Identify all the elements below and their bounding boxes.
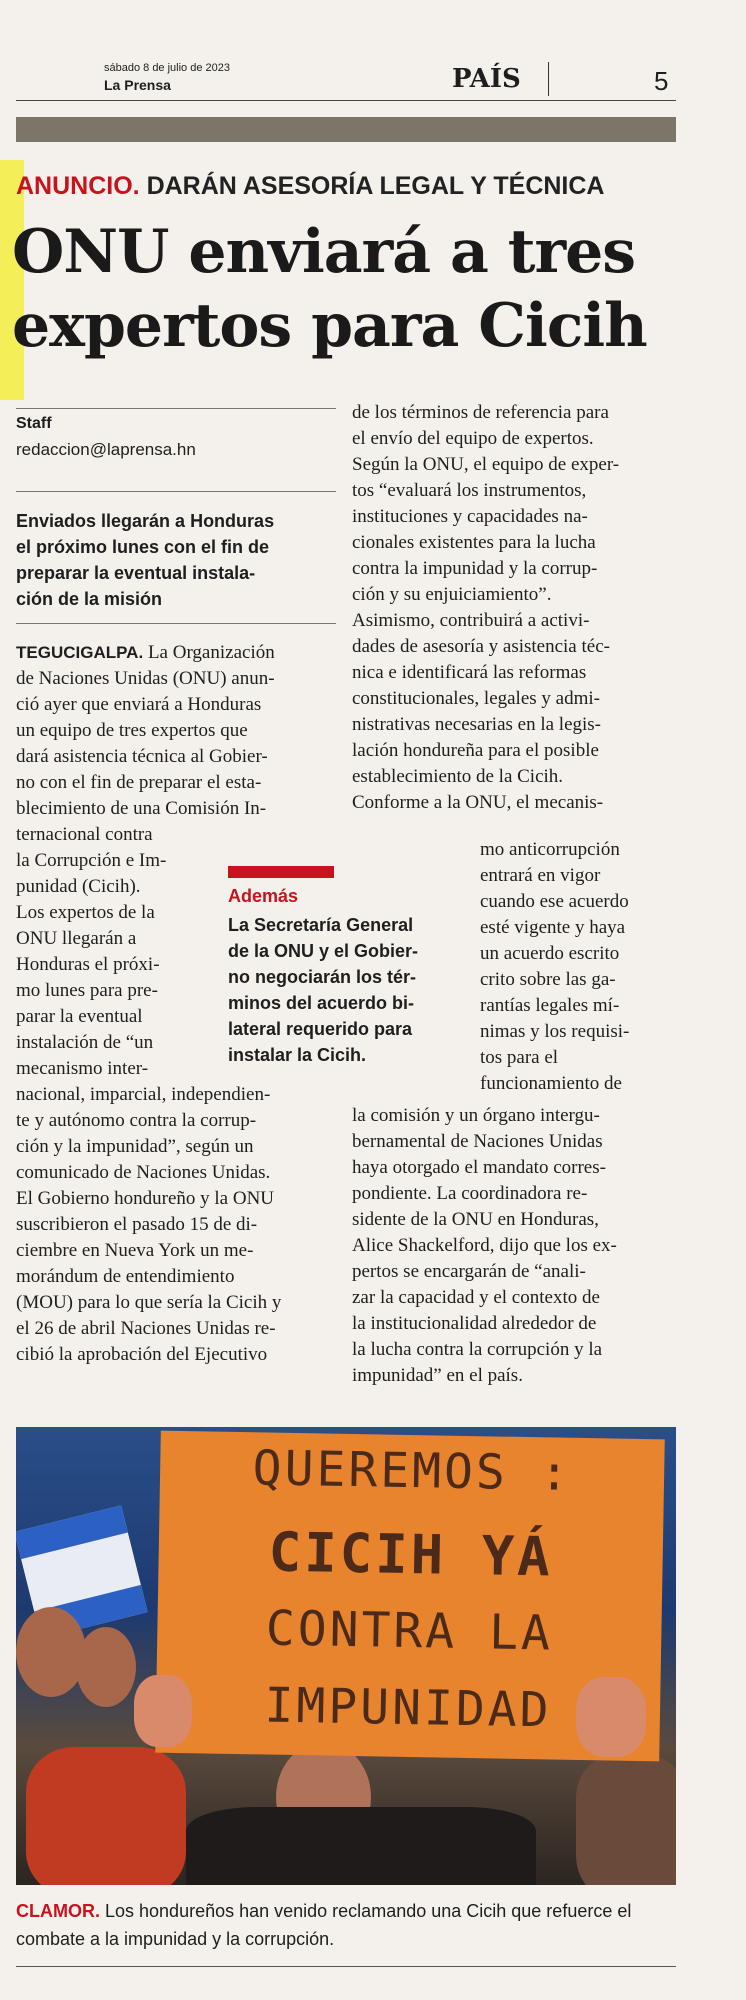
kicker-text: DARÁN ASESORÍA LEGAL Y TÉCNICA [146,172,605,200]
sidebar-label: Además [228,886,299,906]
body-line: TEGUCIGALPA. La Organización [16,642,275,663]
body-line: Según la ONU, el equipo de exper- [352,454,620,475]
body-line: suscribieron el pasado 15 de di- [16,1214,258,1235]
body-line: un acuerdo escrito [480,943,620,964]
lede-line: Enviados llegarán a Honduras [16,511,275,531]
body-line: un equipo de tres expertos que [16,720,248,741]
body-line: no con el fin de preparar el esta- [16,772,262,793]
body-column-2-wide [352,1103,674,1389]
body-line: el 26 de abril Naciones Unidas re- [16,1318,276,1339]
body-line: contra la impunidad y la corrup- [352,558,598,579]
masthead-divider [548,62,549,96]
body-line: mo anticorrupción [480,839,620,860]
body-line: ternacional contra [16,824,153,845]
body-line: el envío del equipo de expertos. [352,428,594,449]
body-line: instituciones y capacidades na- [352,506,588,527]
sidebar-text [228,912,454,1068]
sidebar-line: lateral requerido para [228,1019,413,1039]
body-line: Los expertos de la [16,902,155,923]
body-line: ONU llegarán a [16,928,137,949]
body-line: nistrativas necesarias en la legis- [352,714,602,735]
protester-shirt [26,1747,186,1885]
body-line: instalación de “un [16,1032,154,1053]
body-line: esté vigente y haya [480,917,626,938]
body-line: Asimismo, contribuirá a activi- [352,610,590,631]
sidebar-line: instalar la Cicih. [228,1045,367,1065]
body-line: sidente de la ONU en Honduras, [352,1209,599,1230]
caption-text: Los hondureños han venido reclamando una Cicih que refuerce el combate a la impunidad y la corrupción. [16,1901,632,1949]
sidebar-line: La Secretaría General [228,915,414,935]
sidebar-line: de la ONU y el Gobier- [228,941,419,961]
footer-rule [16,1966,676,1967]
hand [134,1675,192,1747]
sign-line: QUEREMOS : [252,1440,573,1502]
byline-rule [16,408,336,409]
body-line: la Corrupción e Im- [16,850,167,871]
photo-caption [16,1897,676,1953]
protest-photo [16,1427,676,1885]
body-line: tos “evaluará los instrumentos, [352,480,587,501]
body-line: cionales existentes para la lucha [352,532,596,553]
body-line: te y autónomo contra la corrup- [16,1110,257,1131]
sign-line: CONTRA LA [265,1600,554,1662]
body-line: bernamental de Naciones Unidas [352,1131,603,1152]
sign-line: CICIH YÁ [268,1520,554,1589]
lede-line: ción de la misión [16,589,163,609]
body-line: cuando ese acuerdo [480,891,629,912]
body-line: mo lunes para pre- [16,980,158,1001]
crowd-shadow [186,1807,536,1885]
sign-line: IMPUNIDAD [264,1677,553,1739]
body-line: punidad (Cicih). [16,876,141,897]
protester-body [576,1757,676,1885]
body-line: funcionamiento de [480,1073,622,1094]
body-line: la lucha contra la corrupción y la [352,1339,603,1360]
body-line: constitucionales, legales y admi- [352,688,600,709]
body-line: dades de asesoría y asistencia téc- [352,636,610,657]
kicker [16,172,605,201]
body-line: nacional, imparcial, independien- [16,1084,271,1105]
sidebar-line: no negociarán los tér- [228,967,417,987]
hand [576,1677,646,1757]
body-line: Conforme a la ONU, el mecanis- [352,792,604,813]
section-name: PAÍS [452,64,521,94]
body-column-1 [16,640,336,822]
author-email: redaccion@laprensa.hn [16,440,196,459]
body-line: dará asistencia técnica al Gobier- [16,746,268,767]
lede-line: el próximo lunes con el fin de [16,537,270,557]
page-number: 5 [654,66,669,96]
kicker-label: ANUNCIO. [16,172,140,200]
lede-rule-bottom [16,623,336,624]
body-line: cibió la aprobación del Ejecutivo [16,1344,268,1365]
body-line: zar la capacidad y el contexto de [352,1287,600,1308]
body-line: la institucionalidad alrededor de [352,1313,597,1334]
byline: Staff [16,415,52,432]
body-line: blecimiento de una Comisión In- [16,798,267,819]
body-line: ció ayer que enviará a Honduras [16,694,262,715]
body-column-2-narrow [480,837,674,1097]
dateline: TEGUCIGALPA. [16,643,144,662]
body-line: ción y su enjuiciamiento”. [352,584,552,605]
body-line: ciembre en Nueva York un me- [16,1240,254,1261]
body-line: la comisión y un órgano intergu- [352,1105,600,1126]
body-line: Honduras el próxi- [16,954,160,975]
header-band [16,117,676,142]
lede [16,508,334,612]
headline-line: expertos para Cicih [12,291,647,361]
body-line: lación hondureña para el posible [352,740,599,761]
body-line: haya otorgado el mandato corres- [352,1157,606,1178]
body-line: morándum de entendimiento [16,1266,235,1287]
lede-rule-top [16,491,336,492]
sidebar-line: minos del acuerdo bi- [228,993,415,1013]
headline [12,215,682,363]
body-line: (MOU) para lo que sería la Cicih y [16,1292,282,1313]
body-line: entrará en vigor [480,865,601,886]
body-column-1-narrow [16,822,216,1082]
body-line: Alice Shackelford, dijo que los ex- [352,1235,617,1256]
body-line: crito sobre las ga- [480,969,616,990]
headline-line: ONU enviará a tres [12,217,636,287]
body-column-2 [352,400,674,816]
issue-date: sábado 8 de julio de 2023 [104,62,230,74]
body-line: mecanismo inter- [16,1058,149,1079]
body-line: parar la eventual [16,1006,143,1027]
flag-stripe [16,1505,128,1559]
body-line: pertos se encargarán de “anali- [352,1261,586,1282]
body-line: rantías legales mí- [480,995,620,1016]
body-line: pondiente. La coordinadora re- [352,1183,588,1204]
body-line: ción y la impunidad”, según un [16,1136,254,1157]
body-line: tos para el [480,1047,559,1068]
sidebar-accent-bar [228,866,334,878]
body-column-1-wide [16,1082,336,1368]
body-line: de los términos de referencia para [352,402,609,423]
protester-head [76,1627,136,1707]
protester-head [16,1607,86,1697]
body-line: establecimiento de la Cicih. [352,766,564,787]
masthead-rule [16,100,676,101]
body-line: impunidad” en el país. [352,1365,523,1386]
body-line: comunicado de Naciones Unidas. [16,1162,271,1183]
publication-name: La Prensa [104,77,171,93]
body-line: de Naciones Unidas (ONU) anun- [16,668,275,689]
body-line: nica e identificará las reformas [352,662,587,683]
body-line: El Gobierno hondureño y la ONU [16,1188,275,1209]
lede-line: preparar la eventual instala- [16,563,256,583]
caption-label: CLAMOR. [16,1901,100,1921]
body-line: nimas y los requisi- [480,1021,630,1042]
